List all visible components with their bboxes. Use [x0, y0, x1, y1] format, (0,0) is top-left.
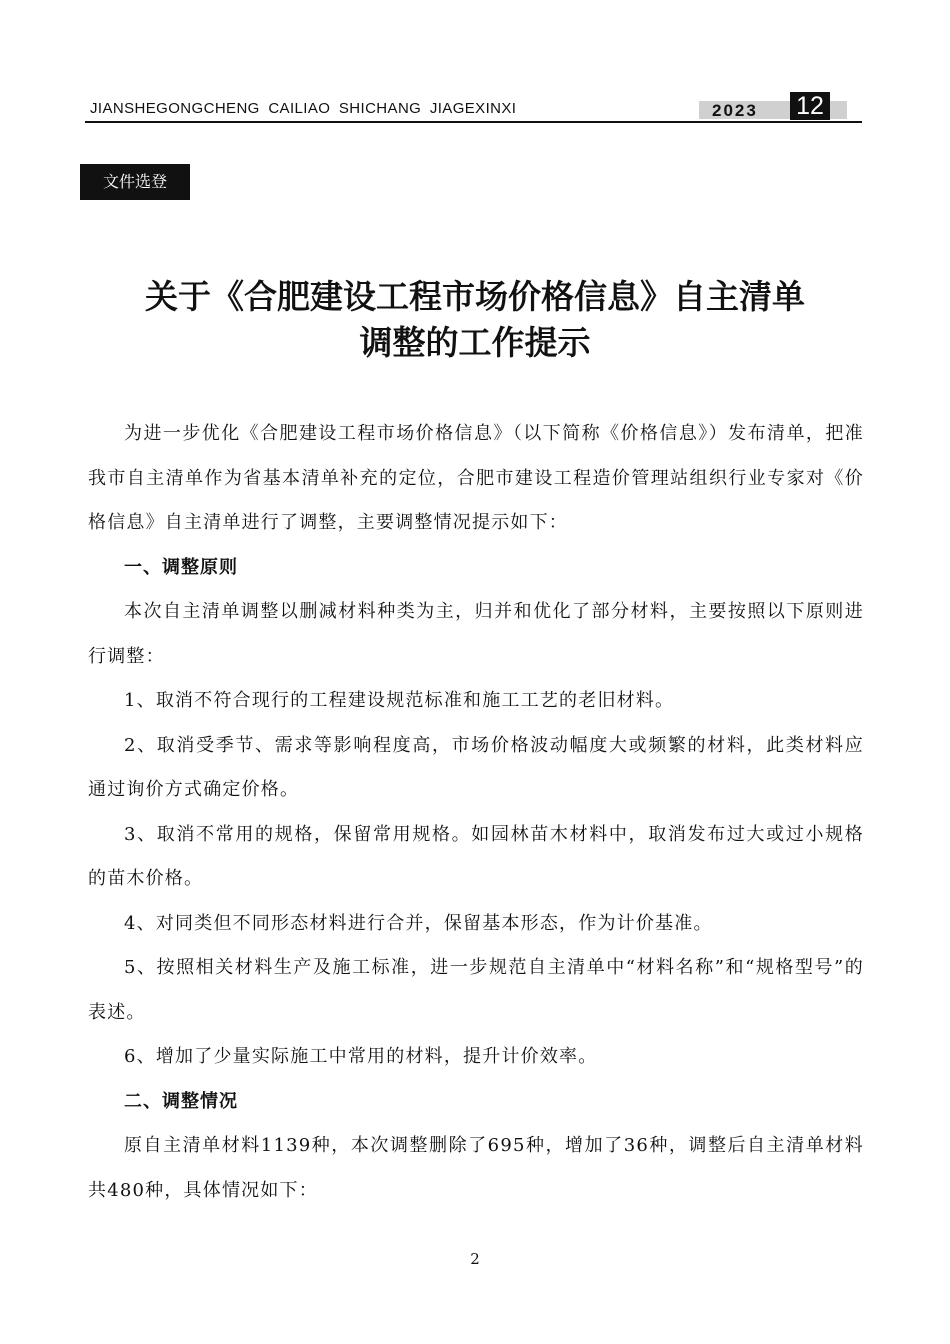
title-line-1: 关于《合肥建设工程市场价格信息》自主清单 [145, 277, 805, 316]
principle-item-1: 1、取消不符合现行的工程建设规范标准和施工工艺的老旧材料。 [124, 690, 675, 711]
header-pinyin: JIANSHEGONGCHENG CAILIAO SHICHANG JIAGEXINXI [90, 100, 517, 117]
intro-paragraph: 为进一步优化《合肥建设工程市场价格信息》（以下简称《价格信息》）发布清单，把准我市自主清单作为省基本清单补充的定位，合肥市建设工程造价管理站组织行业专家对《价格信息》自主清单进行了调整，主要调整情况提示如下： [88, 423, 864, 533]
header-year: 2023 [712, 101, 758, 120]
principle-item-2: 2、取消受季节、需求等影响程度高，市场价格波动幅度大或频繁的材料，此类材料应通过询价方式确定价格。 [88, 734, 864, 800]
document-body [88, 412, 864, 1213]
principle-item-4: 4、对同类但不同形态材料进行合并，保留基本形态，作为计价基准。 [124, 912, 713, 934]
header-divider [85, 121, 862, 123]
situation-paragraph: 原自主清单材料1139种，本次调整删除了695种，增加了36种，调整后自主清单材料共480种，具体情况如下： [88, 1135, 864, 1201]
principle-item-5: 5、按照相关材料生产及施工标准，进一步规范自主清单中“材料名称”和“规格型号”的表述。 [88, 957, 864, 1023]
heading-situation: 二、调整情况 [124, 1090, 238, 1112]
principle-item-3: 3、取消不常用的规格，保留常用规格。如园林苗木材料中，取消发布过大或过小规格的苗木价格。 [88, 823, 864, 889]
principles-paragraph: 本次自主清单调整以删减材料种类为主，归并和优化了部分材料，主要按照以下原则进行调整： [88, 601, 864, 667]
principle-item-6: 6、增加了少量实际施工中常用的材料，提升计价效率。 [124, 1046, 598, 1067]
section-tag: 文件选登 [80, 164, 190, 200]
heading-principles: 一、调整原则 [124, 556, 238, 578]
document-title [60, 274, 890, 366]
header-issue-number: 12 [790, 92, 830, 120]
title-line-2: 调整的工作提示 [359, 323, 591, 362]
page-number: 2 [470, 1250, 480, 1268]
